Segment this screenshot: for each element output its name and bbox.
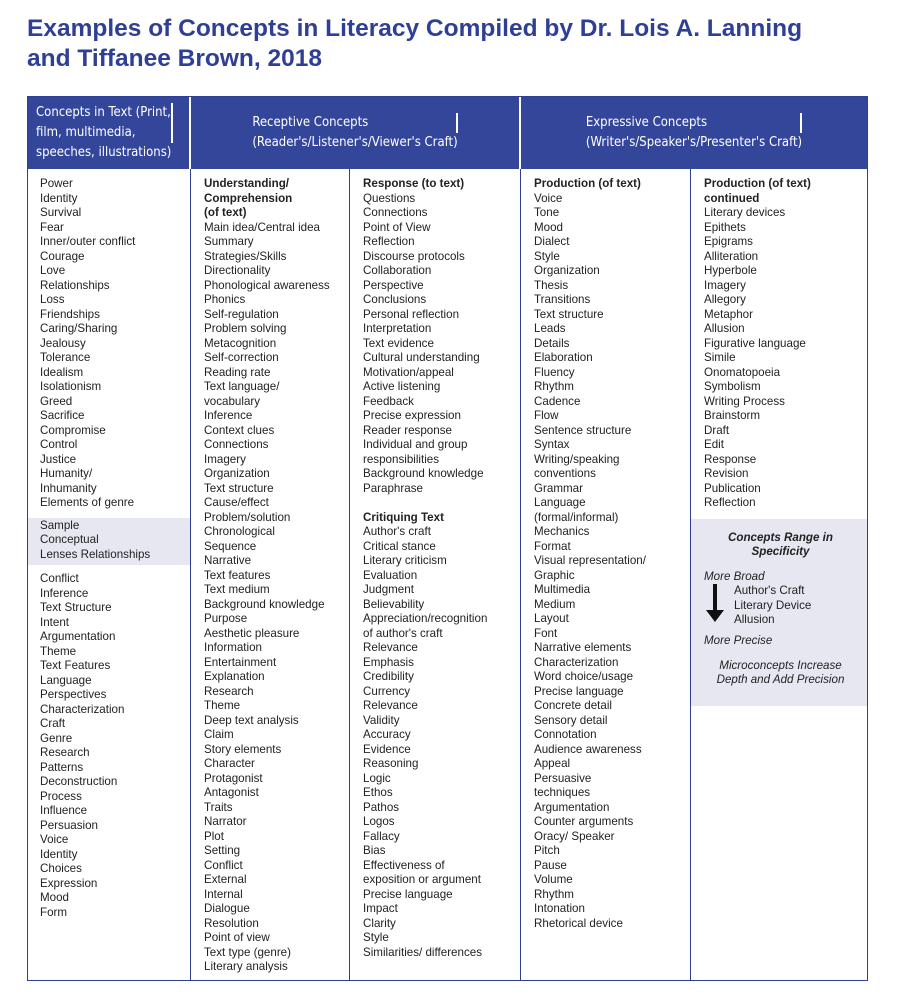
list-item: Conceptual [40, 533, 99, 546]
list-item: Mood [534, 220, 564, 234]
list-item: Fluency [534, 365, 575, 379]
list-item: Loss [40, 293, 65, 306]
list-item: Receptive Concepts [252, 113, 457, 133]
header-receptive [191, 97, 521, 169]
list-item: Conclusions [363, 293, 427, 306]
list-item: Imagery [204, 452, 246, 466]
list-item: Claim [204, 728, 234, 741]
list-item: Motivation/appeal [363, 365, 454, 379]
list-item: Critiquing Text [363, 510, 444, 524]
list-item: Intent [40, 615, 70, 629]
list-item: Voice [534, 191, 563, 205]
list-item: Genre [40, 731, 73, 745]
list-item: Chronological [204, 525, 275, 538]
spacer [363, 496, 520, 511]
list-item: Epigrams [704, 235, 753, 248]
list-item: Compromise [40, 423, 106, 437]
section-heading [363, 511, 520, 526]
list-item: Justice [40, 452, 77, 466]
list-item: Revision [704, 467, 749, 480]
list-item: Layout [534, 612, 569, 625]
list-item: techniques [534, 786, 591, 799]
list-item: Explanation [204, 670, 265, 683]
list-item: Phonological awareness [204, 278, 330, 292]
list-item: Conflict [204, 858, 243, 872]
list-item: Concrete detail [534, 699, 612, 712]
list-item: Syntax [534, 438, 570, 451]
list-item: Narrator [204, 815, 247, 828]
list-item: Theme [40, 644, 77, 658]
list-item: Organization [204, 467, 270, 480]
list-item: Literary criticism [363, 554, 447, 567]
list-item: Perspectives [40, 688, 107, 701]
list-item: Edit [704, 438, 724, 451]
list-item: Credibility [363, 670, 414, 683]
list-item: Text evidence [363, 336, 434, 350]
arrow-down-icon [704, 584, 734, 628]
list-item: Inhumanity [40, 481, 97, 495]
list-item: Tone [534, 206, 560, 219]
list-item: Deconstruction [40, 775, 118, 788]
list-item: Text medium [204, 583, 270, 596]
list-item: Reflection [704, 496, 756, 509]
list-item: Relevance [363, 699, 418, 712]
list-item: Problem/solution [204, 510, 291, 524]
list-item: of author's craft [363, 626, 443, 640]
list-item: Believability [363, 597, 425, 611]
header-concepts-in-text [28, 97, 191, 169]
table-body [28, 169, 867, 980]
list-item: Connections [204, 438, 269, 451]
section-heading [204, 177, 349, 221]
column-response [350, 169, 521, 980]
list-item: Specificity [751, 545, 810, 558]
list-item: Organization [534, 264, 600, 277]
concept-list [28, 177, 190, 511]
list-item: Hyperbole [704, 264, 757, 277]
list-item: Reflection [363, 235, 415, 248]
list-item: Internal [204, 887, 243, 901]
concept-list [28, 572, 190, 920]
list-item: Sacrifice [40, 409, 85, 422]
list-item: Oracy/ Speaker [534, 829, 615, 843]
list-item: Narrative elements [534, 641, 632, 654]
list-item: Sensory detail [534, 713, 608, 727]
list-item: Story elements [204, 742, 282, 756]
list-item: Publication [704, 481, 761, 495]
list-item: Writing Process [704, 394, 785, 408]
list-item: Inference [204, 409, 253, 422]
list-item: continued [704, 191, 760, 205]
box-title [704, 531, 857, 560]
list-item: Logos [363, 815, 395, 828]
list-item: Main idea/Central idea [204, 220, 321, 234]
list-item: Protagonist [204, 771, 263, 785]
list-item: Author's craft [363, 525, 431, 538]
list-item: Expression [40, 876, 98, 890]
list-item: Understanding/ [204, 177, 290, 190]
list-item: Interpretation [363, 322, 432, 335]
list-item: Cultural understanding [363, 351, 480, 364]
list-item: Humanity/ [40, 467, 93, 480]
list-item: Inner/outer conflict [40, 235, 136, 248]
list-item: Theme [204, 699, 241, 712]
list-item: Literary analysis [204, 960, 288, 973]
list-item: Resolution [204, 916, 259, 930]
list-item: Friendships [40, 307, 100, 321]
list-item: Symbolism [704, 380, 761, 393]
box-note [704, 659, 857, 688]
list-item: Logic [363, 771, 391, 785]
list-item: Tolerance [40, 351, 91, 364]
list-item: Connotation [534, 728, 597, 741]
header-expressive [521, 97, 867, 169]
list-item: Patterns [40, 760, 84, 774]
list-item: Collaboration [363, 264, 432, 277]
list-item: Effectiveness of [363, 858, 445, 872]
list-item: Fear [40, 220, 64, 234]
section-heading [534, 177, 690, 192]
list-item: Graphic [534, 568, 575, 582]
list-item: speeches, illustrations) [36, 145, 172, 160]
column-concepts-in-text [28, 169, 191, 980]
list-item: Paraphrase [363, 481, 423, 495]
list-item: Elements of genre [40, 496, 135, 509]
list-item: Literary Device [734, 598, 812, 612]
list-item: Greed [40, 394, 73, 408]
list-item: Author's Craft [734, 584, 805, 597]
list-item: Individual and group [363, 438, 468, 451]
list-item: Similarities/ differences [363, 945, 482, 959]
list-item: Metacognition [204, 336, 277, 350]
list-item: Allusion [704, 322, 745, 335]
list-item: Connections [363, 206, 428, 219]
list-item: Epithets [704, 220, 746, 234]
list-item: Expressive Concepts [586, 113, 802, 133]
list-item: Research [40, 746, 90, 759]
list-item: Setting [204, 844, 241, 857]
list-item: Text language/ [204, 380, 280, 393]
list-item: Narrative [204, 554, 252, 567]
list-item: Choices [40, 862, 82, 875]
list-item: Problem solving [204, 322, 287, 335]
list-item: External [204, 873, 247, 886]
list-item: Medium [534, 597, 576, 611]
list-item: (Writer's/Speaker's/Presenter's Craft) [585, 135, 803, 150]
list-item: Rhetorical device [534, 916, 623, 930]
list-item: Accuracy [363, 728, 411, 741]
list-item: Idealism [40, 365, 84, 379]
list-item: Style [534, 249, 560, 263]
concept-list [363, 525, 520, 960]
list-item: conventions [534, 467, 596, 480]
list-item: Text features [204, 568, 271, 582]
list-item: Font [534, 626, 558, 640]
list-item: Love [40, 264, 66, 277]
list-item: Production (of text) [534, 177, 641, 190]
page-title [27, 14, 887, 74]
list-item: Dialect [534, 235, 570, 248]
list-item: Simile [704, 351, 736, 364]
list-item: Active listening [363, 380, 441, 393]
list-item: Control [40, 438, 78, 451]
list-item: (formal/informal) [534, 510, 619, 524]
list-item: Lenses Relationships [40, 547, 151, 561]
list-item: Audience awareness [534, 742, 642, 756]
list-item: Flow [534, 409, 559, 422]
list-item: Jealousy [40, 336, 86, 350]
list-item: film, multimedia, [36, 123, 173, 143]
list-item: Evidence [363, 742, 411, 756]
list-item: Rhythm [534, 887, 574, 901]
list-item: Directionality [204, 264, 271, 277]
list-item: Questions [363, 191, 416, 205]
list-item: Identity [40, 191, 78, 205]
section-heading [704, 177, 867, 206]
list-item: Judgment [363, 583, 414, 596]
list-item: Alliteration [704, 249, 759, 263]
list-item: Context clues [204, 423, 275, 437]
list-item: Characterization [40, 702, 125, 716]
list-item: Voice [40, 833, 69, 846]
list-item: Text Structure [40, 601, 112, 614]
list-item: Pathos [363, 800, 400, 814]
list-item: Writing/speaking [534, 452, 620, 466]
list-item: Aesthetic pleasure [204, 626, 300, 640]
list-item: Summary [204, 235, 254, 248]
list-item: Appreciation/recognition [363, 612, 488, 625]
list-item: Sample [40, 518, 80, 532]
list-item: Text structure [204, 481, 274, 495]
list-item: Information [204, 641, 262, 654]
list-item: Cause/effect [204, 496, 269, 509]
list-item: Strategies/Skills [204, 249, 287, 263]
list-item: Text structure [534, 307, 604, 321]
list-item: Emphasis [363, 655, 414, 669]
list-item: Influence [40, 804, 88, 817]
list-item: Persuasive [534, 771, 592, 785]
list-item: Leads [534, 322, 566, 335]
header-text [586, 113, 802, 153]
list-item: Phonics [204, 293, 246, 306]
list-item: Antagonist [204, 786, 259, 799]
list-item: Isolationism [40, 380, 102, 393]
list-item: Visual representation/ [534, 554, 646, 567]
header-text [252, 113, 457, 153]
list-item: Character [204, 757, 255, 770]
list-item: vocabulary [204, 394, 261, 408]
list-item: Pause [534, 858, 567, 872]
list-item: Background knowledge [363, 467, 484, 480]
list-item: Literary devices [704, 206, 786, 219]
list-item: Argumentation [534, 800, 610, 814]
list-item: Mechanics [534, 525, 590, 538]
list-item: Point of View [363, 220, 431, 234]
list-item: Response [704, 452, 757, 466]
list-item: Critical stance [363, 539, 436, 553]
list-item: Point of view [204, 931, 270, 944]
list-item: Impact [363, 902, 398, 915]
list-item: Appeal [534, 757, 571, 770]
list-item: Precise language [534, 684, 624, 698]
list-item: Background knowledge [204, 597, 325, 611]
list-item: Details [534, 336, 570, 350]
list-item: Text type (genre) [204, 945, 291, 959]
list-item: exposition or argument [363, 873, 481, 886]
column-production [521, 169, 691, 980]
list-item: responsibilities [363, 452, 440, 466]
list-item: Production (of text) [704, 177, 811, 190]
column-production-continued [691, 169, 867, 980]
list-item: Text Features [40, 659, 111, 672]
list-item: Allegory [704, 293, 746, 306]
list-item: Metaphor [704, 307, 753, 321]
list-item: Survival [40, 206, 82, 219]
list-item: Word choice/usage [534, 670, 634, 683]
list-item: Grammar [534, 481, 583, 495]
list-item: Self-regulation [204, 307, 279, 321]
list-item: Sequence [204, 539, 257, 553]
list-item: Characterization [534, 655, 619, 669]
list-item: Caring/Sharing [40, 322, 118, 335]
list-item: Precise language [363, 887, 453, 901]
list-item: Reasoning [363, 757, 419, 770]
list-item: Dialogue [204, 902, 250, 915]
list-item: Language [40, 673, 92, 687]
list-item: Craft [40, 717, 66, 730]
list-item: Self-correction [204, 351, 279, 364]
section-heading [363, 177, 520, 192]
column-understanding [191, 169, 350, 980]
list-item: Form [40, 905, 68, 919]
list-item: Style [363, 931, 389, 944]
list-item: Purpose [204, 612, 248, 625]
list-item: Reading rate [204, 365, 271, 379]
list-item: Precise expression [363, 409, 461, 422]
list-item: Mood [40, 891, 70, 904]
concept-list [534, 192, 690, 932]
list-item: Concepts Range in [727, 530, 833, 544]
table-header [28, 97, 867, 169]
list-item: Figurative language [704, 336, 806, 350]
list-item: Onomatopoeia [704, 365, 781, 379]
list-item: Thesis [534, 278, 569, 292]
more-precise-label: More Precise [704, 634, 773, 647]
list-item: Microconcepts Increase [719, 658, 842, 672]
list-item: Elaboration [534, 351, 593, 364]
list-item: Response (to text) [363, 177, 465, 190]
list-item: (of text) [204, 206, 247, 219]
title-line: Examples of Concepts in Literacy Compiled by Dr. Lois A. Lanning [27, 15, 803, 42]
sample-lenses [28, 518, 190, 566]
concept-list [204, 221, 349, 975]
list-item: Depth and Add Precision [716, 673, 845, 686]
list-item: Draft [704, 423, 730, 437]
list-item: Relevance [363, 641, 418, 654]
header-text [36, 103, 173, 163]
list-item: Process [40, 789, 82, 803]
list-item: Relationships [40, 278, 110, 292]
list-item: Ethos [363, 786, 393, 799]
list-item: Rhythm [534, 380, 574, 393]
more-broad-label: More Broad [704, 569, 765, 583]
list-item: Entertainment [204, 655, 277, 669]
list-item: Power [40, 177, 73, 190]
list-item: Sentence structure [534, 423, 632, 437]
list-item: Feedback [363, 394, 414, 408]
list-item: Plot [204, 829, 224, 843]
concepts-table [27, 96, 868, 981]
list-item: Reader response [363, 423, 452, 437]
list-item: Volume [534, 873, 573, 886]
list-item: Deep text analysis [204, 713, 299, 727]
list-item: Clarity [363, 916, 396, 930]
list-item: Intonation [534, 902, 585, 915]
list-item: Research [204, 684, 254, 698]
list-item: Identity [40, 847, 78, 861]
concept-list [363, 192, 520, 497]
list-item: Evaluation [363, 568, 418, 582]
list-item: Cadence [534, 394, 581, 408]
list-item: Comprehension [204, 191, 293, 205]
list-item: Fallacy [363, 829, 400, 843]
list-item: Persuasion [40, 818, 99, 832]
list-item: Language [534, 496, 586, 509]
list-item: Concepts in Text (Print, [36, 103, 173, 123]
list-item: Perspective [363, 278, 424, 292]
list-item: Pitch [534, 844, 560, 857]
list-item: (Reader's/Listener's/Viewer's Craft) [252, 135, 458, 150]
example-list [734, 584, 811, 628]
list-item: Bias [363, 844, 386, 857]
list-item: Currency [363, 684, 411, 698]
list-item: Conflict [40, 572, 79, 585]
list-item: Argumentation [40, 630, 116, 643]
specificity-box [691, 519, 867, 706]
list-item: Courage [40, 249, 85, 263]
title-line: and Tiffanee Brown, 2018 [27, 45, 322, 72]
list-item: Transitions [534, 293, 591, 306]
list-item: Imagery [704, 278, 746, 292]
list-item: Multimedia [534, 583, 591, 596]
list-item: Brainstorm [704, 409, 761, 422]
list-item: Personal reflection [363, 307, 460, 321]
list-item: Counter arguments [534, 815, 634, 828]
list-item: Discourse protocols [363, 249, 465, 263]
list-item: Allusion [734, 613, 775, 626]
list-item: Validity [363, 713, 400, 727]
list-item: Format [534, 539, 571, 553]
concept-list [704, 206, 867, 511]
list-item: Inference [40, 586, 89, 600]
list-item: Traits [204, 800, 233, 814]
